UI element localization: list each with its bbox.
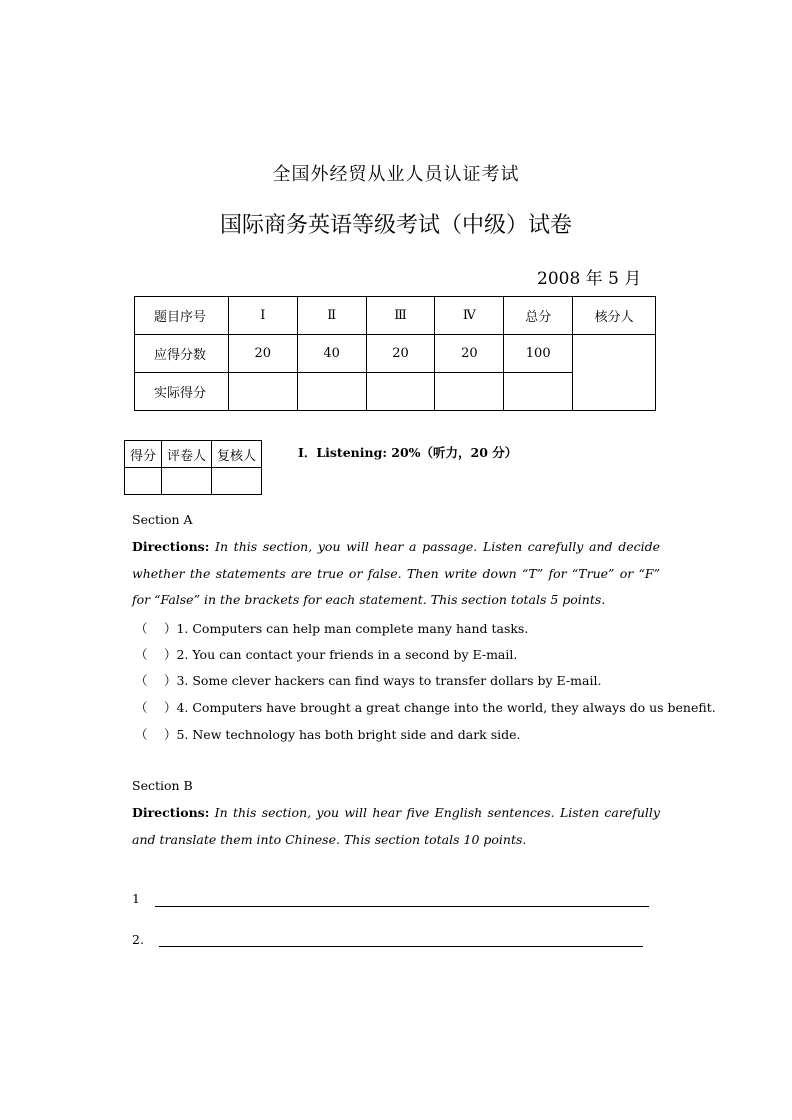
list-item[interactable]: （ ）4. Computers have brought a great change into the world, they always do us benefit. (135, 700, 716, 715)
directions-text: In this section, you will hear a passage. Listen carefully and decide whether the statements are true or false. Then write down “T” for “True” or “F” for “False” in the brackets for each statement. This section totals 5 points. (132, 539, 660, 607)
list-item[interactable]: （ ）1. Computers can help man complete many hand tasks. (135, 621, 529, 636)
table-cell-checker[interactable] (573, 335, 656, 411)
answer-line[interactable] (155, 906, 649, 907)
table-cell: 总分 (504, 297, 573, 335)
score-table (134, 296, 656, 411)
list-item[interactable]: （ ）2. You can contact your friends in a second by E-mail. (135, 647, 518, 662)
table-cell: 20 (228, 335, 297, 373)
table-cell: 实际得分 (135, 373, 229, 411)
list-item[interactable]: （ ）5. New technology has both bright side and dark side. (135, 727, 521, 742)
score-entry-cell[interactable] (228, 373, 297, 411)
grader-entry-cell[interactable] (125, 468, 162, 495)
answer-label: 1 (132, 891, 140, 906)
table-cell: Ⅲ (366, 297, 435, 335)
table-cell: 得分 (125, 441, 162, 468)
directions-a (132, 534, 660, 614)
section-a-label: Section A (132, 512, 193, 527)
table-cell: 20 (366, 335, 435, 373)
table-row (125, 468, 262, 495)
list-item[interactable]: （ ）3. Some clever hackers can find ways to transfer dollars by E-mail. (135, 673, 602, 688)
table-row (135, 335, 656, 373)
score-entry-cell[interactable] (297, 373, 366, 411)
part-heading: Ⅰ．Listening: 20%（听力，20 分） (298, 445, 518, 460)
score-entry-cell[interactable] (504, 373, 573, 411)
exam-date: 2008 年 5 月 (537, 269, 642, 289)
grader-table (124, 440, 262, 495)
answer-label: 2. (132, 932, 144, 947)
table-cell: Ⅰ (228, 297, 297, 335)
exam-subtitle: 全国外经贸从业人员认证考试 (272, 164, 520, 185)
directions-label: Directions: (132, 805, 210, 820)
table-cell: 20 (435, 335, 504, 373)
answer-line[interactable] (159, 946, 643, 947)
table-cell: 40 (297, 335, 366, 373)
table-cell: 100 (504, 335, 573, 373)
table-row (125, 441, 262, 468)
table-cell: 评卷人 (162, 441, 212, 468)
score-entry-cell[interactable] (435, 373, 504, 411)
grader-entry-cell[interactable] (162, 468, 212, 495)
table-cell: Ⅳ (435, 297, 504, 335)
score-entry-cell[interactable] (366, 373, 435, 411)
grader-entry-cell[interactable] (212, 468, 262, 495)
table-cell: 复核人 (212, 441, 262, 468)
table-row (135, 297, 656, 335)
exam-title: 国际商务英语等级考试（中级）试卷 (219, 213, 572, 238)
directions-text: In this section, you will hear five English sentences. Listen carefully and translate them into Chinese. This section totals 10 points. (132, 805, 660, 847)
directions-label: Directions: (132, 539, 210, 554)
table-cell: 应得分数 (135, 335, 229, 373)
table-cell: 题目序号 (135, 297, 229, 335)
table-cell: 核分人 (573, 297, 656, 335)
table-cell: Ⅱ (297, 297, 366, 335)
directions-b (132, 800, 660, 853)
section-b-label: Section B (132, 778, 193, 793)
